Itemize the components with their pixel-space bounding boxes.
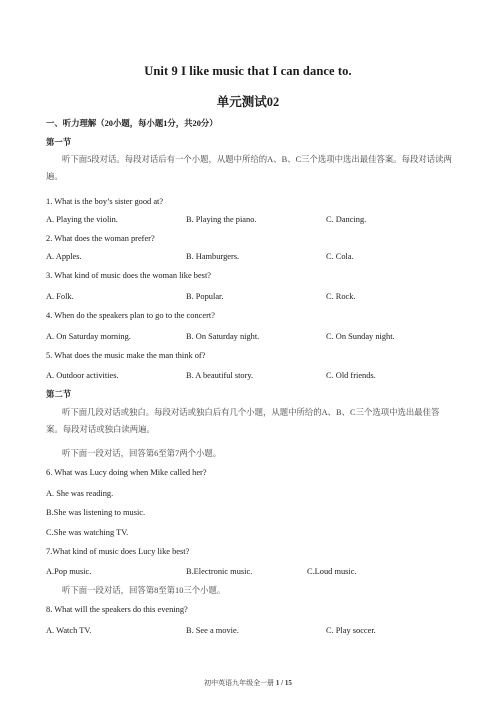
question-5: 5. What does the music make the man think of? xyxy=(46,351,206,360)
question-3: 3. What kind of music does the woman like best? xyxy=(46,271,211,280)
q2-option-c: C. Cola. xyxy=(326,252,354,261)
q5-option-c: C. Old friends. xyxy=(326,371,376,380)
q1-option-a: A. Playing the violin. xyxy=(46,215,118,224)
q4-option-c: C. On Sunday night. xyxy=(326,332,395,341)
section2-sub2: 听下面一段对话，回答第8至第10三个小题。 xyxy=(62,586,226,595)
question-2: 2. What does the woman prefer? xyxy=(46,234,155,243)
question-4: 4. When do the speakers plan to go to the concert? xyxy=(46,311,215,320)
page-footer xyxy=(0,678,496,688)
question-6: 6. What was Lucy doing when Mike called her? xyxy=(46,468,207,477)
q8-option-b: B. See a movie. xyxy=(186,626,239,635)
q2-option-b: B. Hamburgers. xyxy=(186,252,240,261)
section2-instruction: 听下面几段对话或独白。每段对话或独白后有几个小题，从题中所给的A、B、C三个选项中选出最佳答案。每段对话或独白读两遍。 xyxy=(46,408,440,434)
footer-text: 初中英语九年级全一册 xyxy=(204,679,275,687)
q6-option-a: A. She was reading. xyxy=(46,489,114,498)
q3-option-b: B. Popular. xyxy=(186,292,224,301)
q5-option-a: A. Outdoor activities. xyxy=(46,371,119,380)
q3-option-c: C. Rock. xyxy=(326,292,356,301)
section2-heading: 第二节 xyxy=(46,390,72,399)
q7-option-b: B.Electronic music. xyxy=(186,567,253,576)
q7-option-c: C.Loud music. xyxy=(307,567,357,576)
q3-option-a: A. Folk. xyxy=(46,292,74,301)
q8-option-c: C. Play soccer. xyxy=(326,626,376,635)
q7-option-a: A.Pop music. xyxy=(46,567,92,576)
question-7: 7.What kind of music does Lucy like best? xyxy=(46,547,190,556)
q1-option-c: C. Dancing. xyxy=(326,215,367,224)
section2-sub1: 听下面一段对话，回答第6至第7两个小题。 xyxy=(62,449,222,458)
document-subtitle: 单元测试02 xyxy=(216,95,280,109)
page-number: 1 / 15 xyxy=(275,679,292,687)
section1-heading: 第一节 xyxy=(46,138,72,147)
q2-option-a: A. Apples. xyxy=(46,252,82,261)
q8-option-a: A. Watch TV. xyxy=(46,626,92,635)
section1-instruction: 听下面5段对话。每段对话后有一个小题，从题中所给的A、B、C三个选项中选出最佳答案。每段对话读两遍。 xyxy=(46,155,452,181)
q1-option-b: B. Playing the piano. xyxy=(186,215,257,224)
question-8: 8. What will the speakers do this evening? xyxy=(46,605,188,614)
q4-option-b: B. On Saturday night. xyxy=(186,332,260,341)
q4-option-a: A. On Saturday morning. xyxy=(46,332,131,341)
q6-option-c: C.She was watching TV. xyxy=(46,528,129,537)
q5-option-b: B. A beautiful story. xyxy=(186,371,254,380)
question-1: 1. What is the boy’s sister good at? xyxy=(46,197,164,206)
q6-option-b: B.She was listening to music. xyxy=(46,508,146,517)
part1-heading: 一、听力理解（20小题，每小题1分，共20分） xyxy=(46,119,218,128)
document-title: Unit 9 I like music that I can dance to. xyxy=(144,64,352,78)
